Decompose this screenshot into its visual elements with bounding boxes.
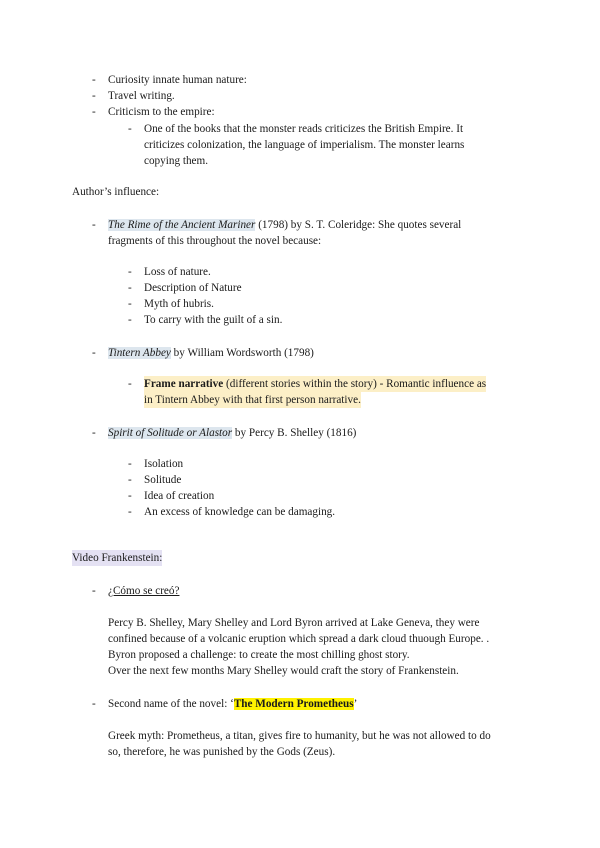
- greek-myth-line: Greek myth: Prometheus, a titan, gives fire to humanity, but he was not allowed to do: [108, 730, 491, 742]
- sub-bullet-dash: -: [128, 298, 132, 310]
- video-heading: Video Frankenstein:: [72, 552, 163, 564]
- frame-narrative-term: Frame narrative: [144, 378, 224, 390]
- sub-bullet-dash: -: [128, 490, 132, 502]
- bullet-dash: -: [92, 106, 96, 118]
- authors-heading: Author’s influence:: [72, 186, 160, 198]
- rime-title: The Rime of the Ancient Mariner: [108, 219, 256, 231]
- sub-bullet-dash: -: [128, 474, 132, 486]
- spirit-title: Spirit of Solitude or Alastor: [108, 427, 233, 439]
- spirit-item: An excess of knowledge can be damaging.: [144, 506, 336, 518]
- rime-item: To carry with the guilt of a sin.: [144, 314, 283, 326]
- como-para-line: Over the next few months Mary Shelley would craft the story of Frankenstein.: [108, 665, 459, 677]
- spirit-item: Idea of creation: [144, 490, 215, 502]
- sub-bullet-dash: -: [128, 378, 132, 390]
- frame-narrative-line-1: Frame narrative (different stories within the story) - Romantic influence as: [144, 378, 487, 390]
- tintern-line: Tintern Abbey by William Wordsworth (1798): [108, 347, 314, 359]
- sub-bullet-dash: -: [128, 506, 132, 518]
- sub-bullet-dash: -: [128, 282, 132, 294]
- bullet-dash: -: [92, 219, 96, 231]
- como-para-line: confined because of a volcanic eruption which spread a dark cloud thuough Europe. .: [108, 633, 490, 645]
- second-name-line: Second name of the novel: ‘The Modern Prometheus’: [108, 698, 358, 710]
- empire-line-2: criticizes colonization, the language of imperialism. The monster learns: [144, 139, 465, 151]
- rime-line-1: The Rime of the Ancient Mariner (1798) by S. T. Coleridge: She quotes several: [108, 219, 462, 231]
- rime-line-2: fragments of this throughout the novel because:: [108, 235, 322, 247]
- empire-line-1: One of the books that the monster reads criticizes the British Empire. It: [144, 123, 464, 135]
- bullet-dash: -: [92, 427, 96, 439]
- frame-narrative-line-2: in Tintern Abbey with that first person narrative.: [144, 394, 361, 406]
- sub-bullet-dash: -: [128, 266, 132, 278]
- bullet-dash: -: [92, 90, 96, 102]
- spirit-line: Spirit of Solitude or Alastor by Percy B. Shelley (1816): [108, 427, 357, 439]
- greek-myth-line: so, therefore, he was punished by the Gods (Zeus).: [108, 746, 336, 758]
- bullet-dash: -: [92, 74, 96, 86]
- rime-item: Description of Nature: [144, 282, 242, 294]
- rime-item: Myth of hubris.: [144, 298, 214, 310]
- bullet-dash: -: [92, 698, 96, 710]
- como-para-line: Byron proposed a challenge: to create the most chilling ghost story.: [108, 649, 410, 661]
- rime-item: Loss of nature.: [144, 266, 211, 278]
- sub-bullet-dash: -: [128, 458, 132, 470]
- bullet-curiosity: Curiosity innate human nature:: [108, 74, 247, 86]
- spirit-item: Solitude: [144, 474, 182, 486]
- tintern-title: Tintern Abbey: [108, 347, 171, 359]
- sub-bullet-dash: -: [128, 123, 132, 135]
- bullet-dash: -: [92, 347, 96, 359]
- como-se-creo-label: ¿Cómo se creó?: [108, 585, 180, 597]
- bullet-dash: -: [92, 585, 96, 597]
- modern-prometheus-title: The Modern Prometheus: [233, 698, 354, 710]
- empire-line-3: copying them.: [144, 155, 209, 167]
- spirit-item: Isolation: [144, 458, 184, 470]
- bullet-travel: Travel writing.: [108, 90, 175, 102]
- como-para-line: Percy B. Shelley, Mary Shelley and Lord Byron arrived at Lake Geneva, they were: [108, 617, 480, 629]
- sub-bullet-dash: -: [128, 314, 132, 326]
- bullet-criticism: Criticism to the empire:: [108, 106, 215, 118]
